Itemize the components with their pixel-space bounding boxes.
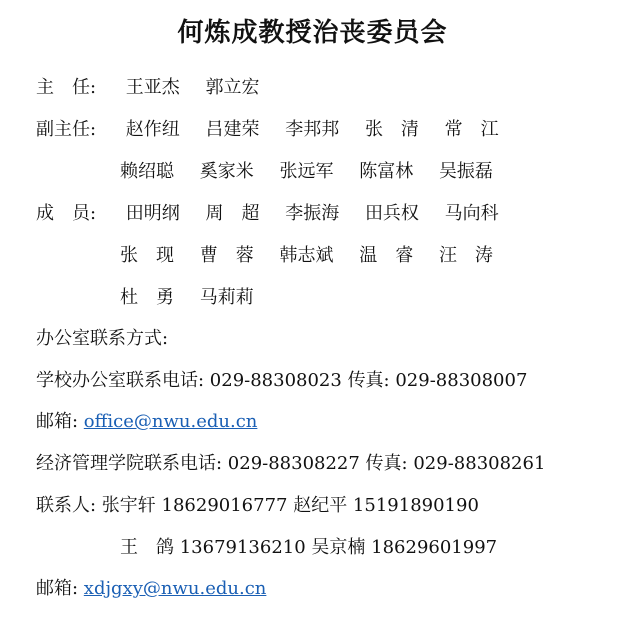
members-names-3	[120, 286, 274, 310]
director-label: 主 任:	[36, 77, 97, 98]
member-name: 田兵权	[364, 203, 419, 224]
document-title: 何炼成教授治丧委员会	[177, 18, 448, 48]
director-name: 郭立宏	[205, 77, 260, 98]
deputy-name: 常 江	[444, 119, 499, 140]
members-row	[36, 202, 519, 226]
school-email-link[interactable]: office@nwu.edu.cn	[83, 411, 258, 432]
deputy-name: 陈富林	[359, 161, 414, 182]
contacts-row	[36, 494, 479, 518]
member-name: 杜 勇	[120, 287, 174, 308]
deputy-name: 赵作纽	[125, 119, 180, 140]
contacts-line-2: 王 鸽 13679136210 吴京楠 18629601997	[120, 537, 498, 558]
members-row-continued	[120, 244, 513, 268]
deputy-row-continued	[120, 160, 513, 184]
director-names	[126, 76, 280, 100]
member-name: 李振海	[285, 203, 340, 224]
deputy-name: 奚家米	[199, 161, 254, 182]
member-name: 马莉莉	[199, 287, 254, 308]
deputy-name: 张 清	[364, 119, 419, 140]
school-office-phone-line: 学校办公室联系电话: 029-88308023 传真: 029-88308007	[36, 370, 528, 391]
contacts-label: 联系人:	[36, 495, 102, 516]
director-name: 王亚杰	[125, 77, 180, 98]
member-name: 汪 涛	[438, 245, 493, 266]
econ-school-phone-line: 经济管理学院联系电话: 029-88308227 传真: 029-88308261	[36, 453, 546, 474]
members-row-continued-2	[120, 286, 274, 310]
deputy-row	[36, 118, 519, 142]
contact-heading: 办公室联系方式:	[36, 328, 169, 349]
deputy-name: 张远军	[279, 161, 334, 182]
deputy-names-1	[126, 118, 519, 142]
deputy-label: 副主任:	[36, 119, 97, 140]
contacts-line-1: 张宇轩 18629016777 赵纪平 15191890190	[101, 495, 479, 516]
members-names-2	[120, 244, 513, 268]
school-email-row	[36, 410, 257, 434]
members-label: 成 员:	[36, 203, 97, 224]
school-email-label: 邮箱:	[36, 411, 84, 432]
deputy-names-2	[120, 160, 513, 184]
member-name: 周 超	[205, 203, 260, 224]
deputy-name: 赖绍聪	[120, 161, 174, 182]
member-name: 马向科	[444, 203, 499, 224]
director-row	[36, 76, 279, 100]
members-names-1	[126, 202, 519, 226]
deputy-name: 吴振磊	[438, 161, 493, 182]
deputy-name: 李邦邦	[285, 119, 340, 140]
econ-email-label: 邮箱:	[36, 578, 84, 599]
econ-email-row	[36, 577, 266, 601]
econ-email-link[interactable]: xdjgxy@nwu.edu.cn	[83, 578, 267, 599]
member-name: 温 睿	[359, 245, 414, 266]
member-name: 曹 蓉	[199, 245, 254, 266]
deputy-name: 吕建荣	[205, 119, 260, 140]
member-name: 韩志斌	[279, 245, 334, 266]
member-name: 田明纲	[125, 203, 180, 224]
member-name: 张 现	[120, 245, 174, 266]
